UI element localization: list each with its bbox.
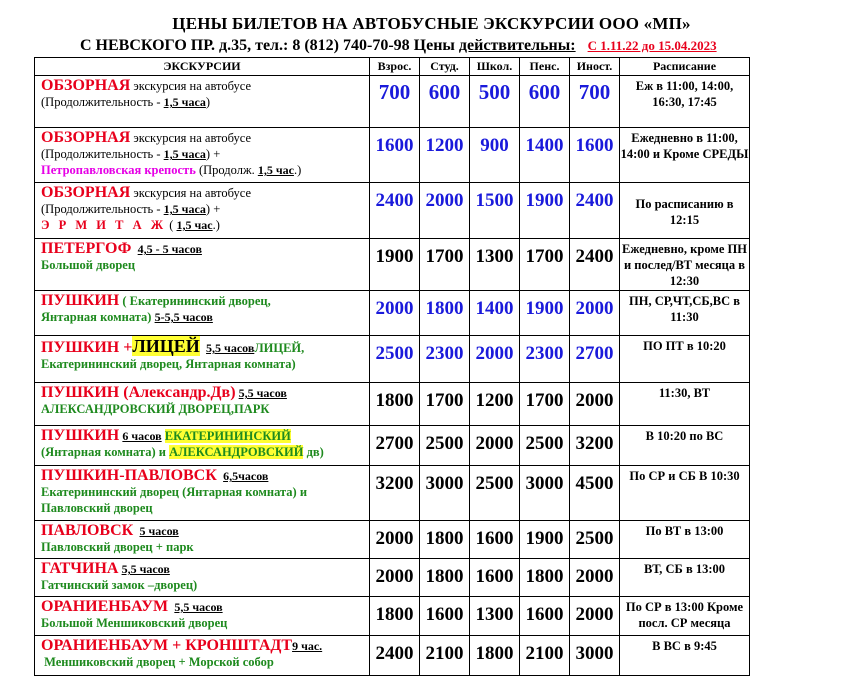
schedule-cell: 11:30, ВТ [620, 383, 750, 426]
price-adult: 2400 [370, 636, 420, 676]
price-adult: 2000 [370, 521, 420, 559]
price-school: 2000 [470, 426, 520, 466]
price-foreign: 3200 [570, 426, 620, 466]
price-school: 2500 [470, 466, 520, 521]
excursion-cell: ОБЗОРНАЯ экскурсия на автобусе (Продолжительность - 1,5 часа) + Э Р М И Т А Ж ( 1,5 час.) [35, 183, 370, 239]
price-adult: 2000 [370, 291, 420, 336]
subtitle-contacts: С НЕВСКОГО ПР. д.35, тел.: 8 (812) 740-70-98 Цены [80, 37, 455, 54]
price-pension: 1900 [520, 291, 570, 336]
price-student: 1700 [420, 383, 470, 426]
price-student: 3000 [420, 466, 470, 521]
price-adult: 1900 [370, 239, 420, 291]
price-foreign: 4500 [570, 466, 620, 521]
excursion-cell: ПЕТЕРГОФ 4,5 - 5 часов Большой дворец [35, 239, 370, 291]
price-school: 1400 [470, 291, 520, 336]
table-row [35, 559, 750, 597]
price-student: 1800 [420, 559, 470, 597]
col-excursions: ЭКСКУРСИИ [35, 58, 370, 76]
page-title: ЦЕНЫ БИЛЕТОВ НА АВТОБУСНЫЕ ЭКСКУРСИИ ООО «МП» [172, 14, 691, 33]
table-row [35, 521, 750, 559]
table-row [35, 466, 750, 521]
price-pension: 1900 [520, 183, 570, 239]
price-student: 2300 [420, 336, 470, 383]
col-pension: Пенс. [520, 58, 570, 76]
price-student: 2000 [420, 183, 470, 239]
subtitle-valid-label: действительны: [458, 37, 576, 54]
schedule-cell: ПО ПТ в 10:20 [620, 336, 750, 383]
price-student: 600 [420, 76, 470, 128]
table-row [35, 239, 750, 291]
schedule-cell: ВТ, СБ в 13:00 [620, 559, 750, 597]
price-adult: 700 [370, 76, 420, 128]
page-subtitle [80, 37, 717, 55]
schedule-cell: По ВТ в 13:00 [620, 521, 750, 559]
schedule-cell: По СР и СБ В 10:30 [620, 466, 750, 521]
price-pension: 1600 [520, 597, 570, 636]
price-student: 2500 [420, 426, 470, 466]
price-adult: 1600 [370, 128, 420, 183]
price-school: 1200 [470, 383, 520, 426]
price-school: 1600 [470, 559, 520, 597]
price-foreign: 2000 [570, 597, 620, 636]
schedule-cell: В 10:20 по ВС [620, 426, 750, 466]
price-foreign: 1600 [570, 128, 620, 183]
price-school: 2000 [470, 336, 520, 383]
price-student: 1700 [420, 239, 470, 291]
price-school: 1600 [470, 521, 520, 559]
price-table [34, 57, 750, 676]
excursion-cell: ОБЗОРНАЯ экскурсия на автобусе (Продолжительность - 1,5 часа) + Петропавловская крепость (Продолж. 1,5 час.) [35, 128, 370, 183]
price-adult: 2000 [370, 559, 420, 597]
table-row [35, 426, 750, 466]
price-student: 1200 [420, 128, 470, 183]
price-pension: 1700 [520, 383, 570, 426]
price-pension: 1700 [520, 239, 570, 291]
price-adult: 1800 [370, 383, 420, 426]
table-row [35, 383, 750, 426]
schedule-cell: По расписанию в 12:15 [620, 183, 750, 239]
schedule-cell: По СР в 13:00 Кроме посл. СР месяца [620, 597, 750, 636]
price-foreign: 2400 [570, 183, 620, 239]
price-student: 1800 [420, 291, 470, 336]
price-school: 1800 [470, 636, 520, 676]
price-school: 1300 [470, 597, 520, 636]
excursion-cell: ПУШКИН +ЛИЦЕЙ 5,5 часовЛИЦЕЙ, Екатерининский дворец, Янтарная комната) [35, 336, 370, 383]
price-foreign: 2500 [570, 521, 620, 559]
price-foreign: 700 [570, 76, 620, 128]
table-row [35, 128, 750, 183]
excursion-cell: ГАТЧИНА 5,5 часов Гатчинский замок –дворец) [35, 559, 370, 597]
excursion-cell: ПУШКИН-ПАВЛОВСК 6,5часов Екатерининский дворец (Янтарная комната) и Павловский дворец [35, 466, 370, 521]
excursion-cell: ОБЗОРНАЯ экскурсия на автобусе (Продолжительность - 1,5 часа) [35, 76, 370, 128]
col-foreign: Иност. [570, 58, 620, 76]
price-student: 2100 [420, 636, 470, 676]
price-school: 1500 [470, 183, 520, 239]
excursion-cell: ОРАНИЕНБАУМ + КРОНШТАДТ9 час. Меншиковский дворец + Морской собор [35, 636, 370, 676]
price-pension: 2500 [520, 426, 570, 466]
price-foreign: 3000 [570, 636, 620, 676]
col-school: Школ. [470, 58, 520, 76]
price-adult: 1800 [370, 597, 420, 636]
price-foreign: 2400 [570, 239, 620, 291]
table-row [35, 183, 750, 239]
price-adult: 2500 [370, 336, 420, 383]
table-row [35, 597, 750, 636]
table-row [35, 636, 750, 676]
schedule-cell: Еж в 11:00, 14:00, 16:30, 17:45 [620, 76, 750, 128]
price-pension: 1800 [520, 559, 570, 597]
price-foreign: 2000 [570, 291, 620, 336]
price-adult: 2400 [370, 183, 420, 239]
schedule-cell: В ВС в 9:45 [620, 636, 750, 676]
price-pension: 2100 [520, 636, 570, 676]
price-adult: 3200 [370, 466, 420, 521]
schedule-cell: Ежедневно в 11:00, 14:00 и Кроме СРЕДЫ [620, 128, 750, 183]
price-foreign: 2700 [570, 336, 620, 383]
price-adult: 2700 [370, 426, 420, 466]
col-adult: Взрос. [370, 58, 420, 76]
price-pension: 3000 [520, 466, 570, 521]
price-student: 1800 [420, 521, 470, 559]
price-student: 1600 [420, 597, 470, 636]
table-row [35, 336, 750, 383]
schedule-cell: Ежедневно, кроме ПН и послед/ВТ месяца в 12:30 [620, 239, 750, 291]
price-pension: 1400 [520, 128, 570, 183]
price-pension: 1900 [520, 521, 570, 559]
table-row [35, 76, 750, 128]
excursion-cell: ПУШКИН (Александр.Дв) 5,5 часов АЛЕКСАНДРОВСКИЙ ДВОРЕЦ,ПАРК [35, 383, 370, 426]
col-schedule: Расписание [620, 58, 750, 76]
excursion-cell: ОРАНИЕНБАУМ 5,5 часов Большой Меншиковский дворец [35, 597, 370, 636]
table-header-row [35, 58, 750, 76]
price-foreign: 2000 [570, 383, 620, 426]
col-student: Студ. [420, 58, 470, 76]
excursion-cell: ПУШКИН ( Екатерининский дворец, Янтарная комната) 5-5,5 часов [35, 291, 370, 336]
excursion-cell: ПУШКИН 6 часов ЕКАТЕРИНИНСКИЙ (Янтарная комната) и АЛЕКСАНДРОВСКИЙ дв) [35, 426, 370, 466]
table-row [35, 291, 750, 336]
price-foreign: 2000 [570, 559, 620, 597]
price-pension: 600 [520, 76, 570, 128]
price-pension: 2300 [520, 336, 570, 383]
validity-dates: С 1.11.22 до 15.04.2023 [587, 38, 717, 53]
price-school: 500 [470, 76, 520, 128]
schedule-cell: ПН, СР,ЧТ,СБ,ВС в 11:30 [620, 291, 750, 336]
price-school: 900 [470, 128, 520, 183]
price-school: 1300 [470, 239, 520, 291]
excursion-cell: ПАВЛОВСК 5 часов Павловский дворец + парк [35, 521, 370, 559]
